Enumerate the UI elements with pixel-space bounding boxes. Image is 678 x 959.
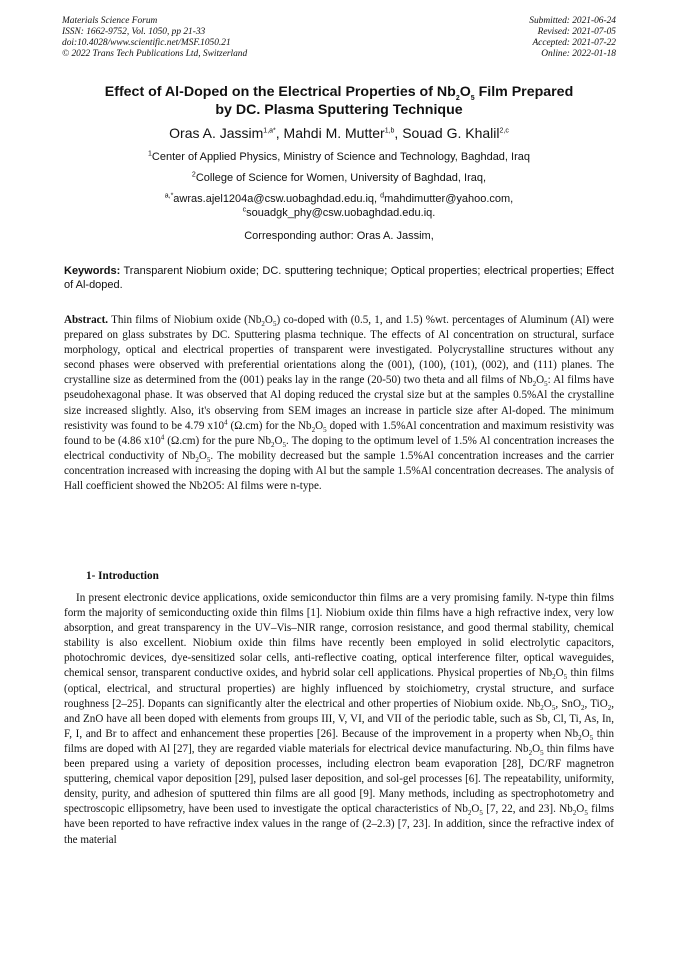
- abstract: Abstract. Thin films of Niobium oxide $(Nb_2O_5)$ co-doped with (0.5, 1, and 1.5) %wt. percentages of Aluminum (Al) were prepared on glass substrates by DC. Sputtering plasma technique. The effects of Al concentration on structural, surface morphology, optical and electrical properties of transparent were investigated. Polycrystalline structures without any second phases were observed with preferential orientations along the (001), (100), (101), (002), and (111) planes. The crystalline size as determined from the (001) peaks lay in the range (20-50) two theta and all films of $Nb_2O_5$: Al films have pseudohexagonal phase. It was observed that Al doping reduced the crystal size but at the samples 0.5%Al the crystalline size increased slightly. Also, it's observing from SEM images an increase in particle size after Al-doped. The minimum resistivity was found to be 4.79 $x10^4$ (Ω.cm) for the $Nb_2O_5$ doped with 1.5%Al concentration and maximum resistivity was found to be (4.86 $x10^4$ (Ω.cm) for the pure $Nb_2O_5$. The doping to the optimum level of 1.5% Al concentration increases the electrical conductivity of $Nb_2O_5$. The mobility decreased but the sample 1.5%Al concentration increases and the carrier concentration increased with increasing the doping with Al but the sample 1.5%Al concentration decreases. The analysis of Hall coefficient showed the Nb2O5: Al films were n-type.: [64, 314, 614, 493]
- author-list: Oras A. Jassim$^{1,a*}$, Mahdi M. Mutter$^{1,b}$, Souad G. Khalil$^{2,c}$: [169, 125, 509, 141]
- introduction-body: In present electronic device applications, oxide semiconductor thin films are a very promising family. N-type thin films form the majority of semiconducting oxide thin films [1]. Niobium oxide thin films have a high refractive index, very low absorption, and great transparency in the UV–Vis–NIR range, corrosion resistance, and good thermal stability, chemical stability is also excellent. Niobium oxide thin films have recently been employed in solid electrolytic capacitors, photochromic devices, dye-sensitized solar cells, anti-reflective coating, optical interference filter, optical waveguides, chemical sensor, transparent conductive oxides, and hybrid solar cell applications. Physical properties of $Nb_2O_5$ thin films (optical, electrical, and structural properties) are highly influenced by stoichiometry, crystal structure, and surface roughness [2–25]. Dopants can significantly alter the electrical and other properties of Niobium oxide. $Nb_2O_5$, SnO$_2$, TiO$_2$, and ZnO have all been doped with elements from groups III, V, VI, and VII of the periodic table, such as Sb, Cl, Ti, As, In, F, I, and Br to affect and enhancement these properties [26]. Because of the improvement in a property when $Nb_2O_5$ thin films are doped with Al [27], they are regarded viable materials for electrical device manufacturing. $Nb_2O_5$ thin films have been prepared using a variety of deposition processes, including electron beam evaporation [28], DC/RF magnetron sputtering, chemical vapor deposition [29], pulsed laser deposition, and sol-gel processes [6]. The repeatability, uniformity, density, purity, and adhesion of sputtered thin films are all good [9]. Many methods, including as spectrophotometry and spectroscopic ellipsometry, have been used to investigate the optical characteristics of $Nb_2O_5$ [7, 22, and 23]. $Nb_2O_5$ films have been reported to have refractive index values in the range of (2–2.3) [7, 23]. In addition, since the refractive index of the material: [64, 592, 615, 846]
- date-accepted: Accepted: 2021-07-22: [532, 38, 616, 48]
- affiliation-2: $^2$College of Science for Women, University of Baghdad, Iraq,: [191, 171, 487, 184]
- journal-info: [62, 16, 247, 60]
- keywords: Keywords: Transparent Niobium oxide; DC. sputtering technique; Optical properties; electrical properties; Effect of Al-doped.: [64, 265, 614, 291]
- journal-copyright: © 2022 Trans Tech Publications Ltd, Switzerland: [62, 49, 248, 59]
- title-line-1: Effect of Al-Doped on the Electrical Properties of $Nb_2O_5$ Film Prepared: [104, 84, 574, 102]
- title-line-2: by DC. Plasma Sputtering Technique: [215, 102, 463, 118]
- date-online: Online: 2022-01-18: [541, 49, 616, 59]
- date-submitted: Submitted: 2021-06-24: [529, 16, 616, 26]
- journal-header: [62, 16, 616, 60]
- date-revised: Revised: 2021-07-05: [537, 27, 616, 37]
- journal-issn: ISSN: 1662-9752, Vol. 1050, pp 21-33: [62, 27, 206, 37]
- corresponding-author: Corresponding author: Oras A. Jassim,: [244, 230, 434, 242]
- journal-doi: doi:10.4028/www.scientific.net/MSF.1050.21: [62, 38, 231, 48]
- publication-dates: [529, 16, 616, 60]
- journal-name: Materials Science Forum: [62, 16, 158, 26]
- section-heading-introduction: 1- Introduction: [86, 570, 159, 582]
- paper-title: [64, 83, 614, 119]
- affiliation-1: $^1$Center of Applied Physics, Ministry of Science and Technology, Baghdad, Iraq: [148, 150, 530, 163]
- author-emails: $^{a,*}$awras.ajel1204a@csw.uobaghdad.edu.iq, $^d$mahdimutter@yahoo.com, $^c$souadgk_phy@csw.uobaghdad.edu.iq.: [164, 192, 514, 219]
